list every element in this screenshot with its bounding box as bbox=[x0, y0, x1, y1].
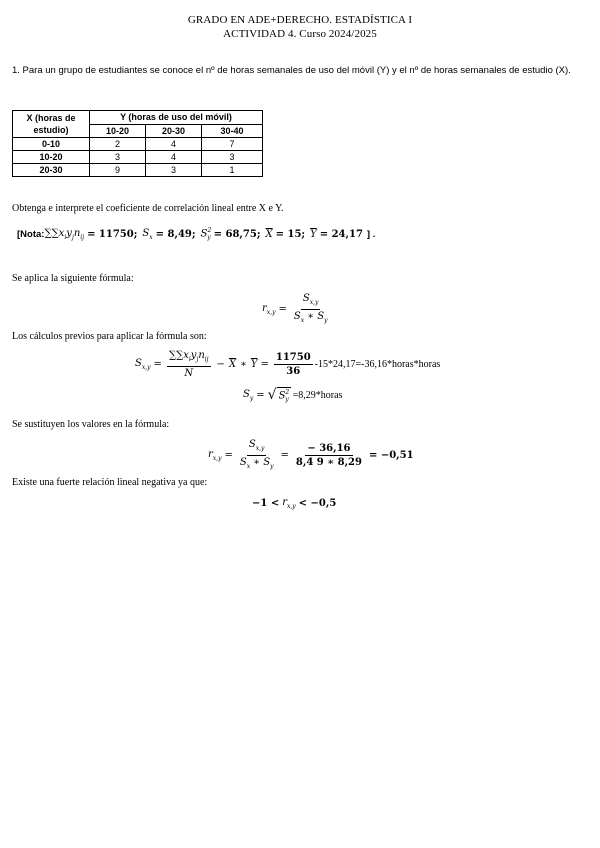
frequency-table bbox=[12, 110, 263, 177]
sy-calculation: $S_y$ = √ $S^2_y$ =8,29*horas bbox=[243, 387, 343, 404]
x-category: 0-10 bbox=[13, 138, 90, 151]
note-suffix: ] . bbox=[366, 228, 376, 240]
table-cell: 4 bbox=[146, 151, 202, 164]
table-row bbox=[13, 164, 263, 177]
table-cell: 1 bbox=[202, 164, 263, 177]
table-cell: 4 bbox=[146, 138, 202, 151]
table-cell: 9 bbox=[90, 164, 146, 177]
conclusion-text: Existe una fuerte relación lineal negativa ya que: bbox=[12, 477, 208, 488]
apply-text: Se aplica la siguiente fórmula: bbox=[12, 273, 134, 284]
document-subtitle: ACTIVIDAD 4. Curso 2024/2025 bbox=[223, 28, 377, 40]
table-row bbox=[13, 151, 263, 164]
note-xbar: = 15; bbox=[275, 228, 306, 240]
note-line: [Nota: $\sum\sum x_iy_jn_{ij}$ = 11750; $S_x$ = 8,49; $S^2_y$ = 68,75; $\overline{X}$ = 15; $\overline{Y}$ = 24,17 ] . bbox=[17, 227, 376, 242]
substitution-numerator: − 36,16 bbox=[307, 443, 351, 454]
sy-result: =8,29*horas bbox=[292, 389, 343, 401]
inequality-right: < −0,5 bbox=[298, 498, 337, 509]
previous-text: Los cálculos previos para aplicar la fórmula son: bbox=[12, 331, 207, 342]
note-sum: ∑∑x bbox=[44, 227, 65, 239]
y-category: 10-20 bbox=[90, 124, 146, 138]
x-header-line1: X (horas de bbox=[26, 113, 76, 123]
table-cell: 7 bbox=[202, 138, 263, 151]
document-title: GRADO EN ADE+DERECHO. ESTADÍSTICA I bbox=[187, 14, 413, 26]
x-category: 10-20 bbox=[13, 151, 90, 164]
note-sx: = 8,49; bbox=[155, 228, 196, 240]
table-cell: 3 bbox=[146, 164, 202, 177]
correlation-formula: $r_{x,y}$ = $\frac{S_{x,y}}{S_x ∗ S_y}$ bbox=[262, 293, 328, 324]
inequality: −1 < $r_{x,y}$ < −0,5 bbox=[252, 497, 337, 510]
table-cell: 3 bbox=[202, 151, 263, 164]
x-header-line2: estudio) bbox=[33, 125, 69, 135]
substitution-denominator: 8,4 9 ∗ 8,29 bbox=[295, 457, 362, 468]
substitution-formula: $r_{x,y}$ = $\frac{S_{x,y}}{S_x ∗ S_y}$ = $\frac{- 36,16}{8,4 9 ∗ 8,29}$ = −0,51 bbox=[208, 439, 414, 470]
sxy-calculation: $S_{x,y}$ = $\frac{\sum\sum x_iy_jn_{ij}}{N}$ − $\overline{X}$ ∗ $\overline{Y}$ = $\frac{11750}{36}$ -15*24,17=-36,16*horas*horas bbox=[135, 350, 441, 379]
table-row bbox=[13, 138, 263, 151]
note-sy2: = 68,75; bbox=[213, 228, 261, 240]
y-category: 20-30 bbox=[146, 124, 202, 138]
sxy-result: -15*24,17=-36,16*horas*horas bbox=[314, 359, 441, 370]
y-category: 30-40 bbox=[202, 124, 263, 138]
y-header-cell: Y (horas de uso del móvil) bbox=[90, 111, 263, 125]
calc-denominator: 36 bbox=[286, 366, 301, 377]
note-ybar: = 24,17 bbox=[319, 228, 363, 240]
table-cell: 2 bbox=[90, 138, 146, 151]
question-text: 1. Para un grupo de estudiantes se conoce el nº de horas semanales de uso del móvil (Y) y el nº de horas semanales de estudio (X). bbox=[12, 65, 571, 76]
correlation-result: = −0,51 bbox=[368, 450, 414, 461]
x-category: 20-30 bbox=[13, 164, 90, 177]
substitute-text: Se sustituyen los valores en la fórmula: bbox=[12, 419, 170, 430]
inequality-left: −1 < bbox=[252, 498, 280, 509]
note-sum-value: = 11750; bbox=[87, 228, 138, 240]
x-header-cell bbox=[13, 111, 90, 138]
note-prefix: [Nota: bbox=[17, 228, 45, 240]
task-text: Obtenga e interprete el coeficiente de correlación lineal entre X e Y. bbox=[12, 203, 284, 214]
table-cell: 3 bbox=[90, 151, 146, 164]
calc-numerator: 11750 bbox=[275, 352, 311, 363]
